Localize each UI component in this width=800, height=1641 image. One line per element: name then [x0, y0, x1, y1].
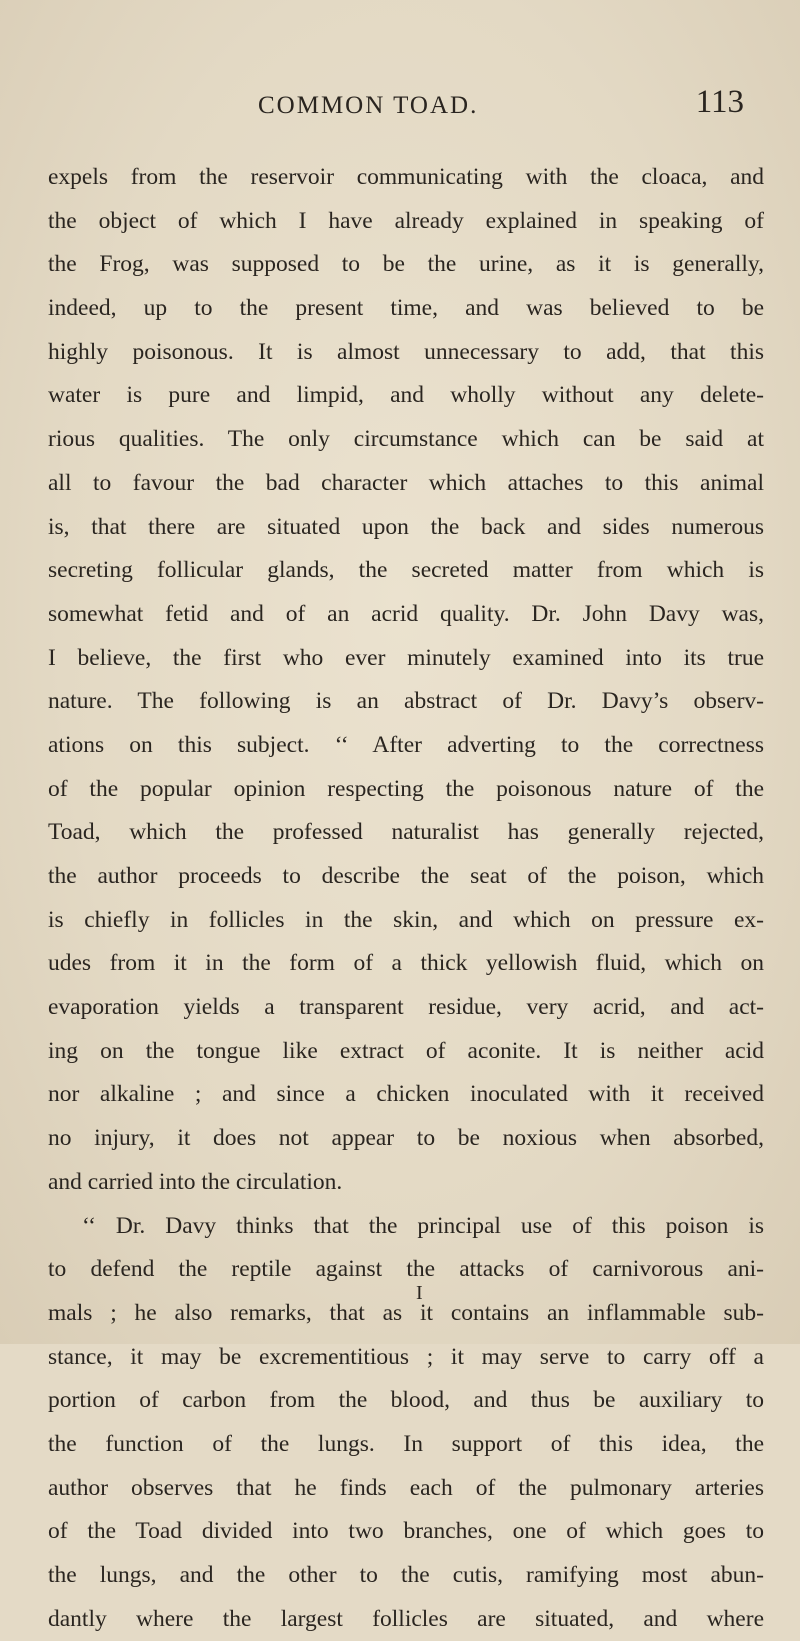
- text-line: nature. The following is an abstract of Dr. Davy’s observ-: [48, 688, 764, 715]
- text-line: is, that there are situated upon the back and sides numerous: [48, 513, 764, 540]
- text-line: highly poisonous. It is almost unnecessary to add, that this: [48, 338, 764, 365]
- text-line: mals ; he also remarks, that as it contains an inflammable sub-: [48, 1299, 764, 1326]
- text-line: I believe, the first who ever minutely examined into its true: [48, 644, 764, 671]
- body-text: [48, 156, 764, 1641]
- text-line: of the Toad divided into two branches, one of which goes to: [48, 1518, 764, 1545]
- text-line: nor alkaline ; and since a chicken inoculated with it received: [48, 1081, 764, 1108]
- paragraph-end-line: and carried into the circulation.: [48, 1168, 343, 1195]
- text-line: author observes that he finds each of the pulmonary arteries: [48, 1474, 764, 1501]
- text-line: secreting follicular glands, the secreted matter from which is: [48, 557, 764, 584]
- text-line: the function of the lungs. In support of this idea, the: [48, 1430, 764, 1457]
- text-line: ations on this subject. ‘‘ After adverting to the correctness: [48, 731, 764, 758]
- signature-mark: I: [416, 1282, 423, 1304]
- text-line: the Frog, was supposed to be the urine, as it is generally,: [48, 251, 764, 278]
- text-line: to defend the reptile against the attacks of carnivorous ani-: [48, 1256, 764, 1283]
- text-line: rious qualities. The only circumstance which can be said at: [48, 426, 764, 453]
- text-line: of the popular opinion respecting the poisonous nature of the: [48, 775, 764, 802]
- text-line: water is pure and limpid, and wholly without any delete-: [48, 382, 764, 409]
- paragraph-start-line: ‘‘ Dr. Davy thinks that the principal use of this poison is: [82, 1212, 764, 1239]
- text-line: indeed, up to the present time, and was believed to be: [48, 295, 764, 322]
- text-line: expels from the reservoir communicating with the cloaca, and: [48, 164, 764, 190]
- text-line: the object of which I have already explained in speaking of: [48, 207, 764, 234]
- text-line: the author proceeds to describe the seat of the poison, which: [48, 863, 764, 889]
- text-line: ing on the tongue like extract of aconite. It is neither acid: [48, 1037, 764, 1064]
- text-line: stance, it may be excrementitious ; it may serve to carry off a: [48, 1343, 764, 1370]
- text-line: is chiefly in follicles in the skin, and which on pressure ex-: [48, 906, 764, 933]
- text-line: Toad, which the professed naturalist has generally rejected,: [48, 819, 764, 846]
- running-title: COMMON TOAD.: [258, 92, 479, 119]
- page-number: 113: [695, 84, 744, 120]
- text-line: all to favour the bad character which attaches to this animal: [48, 469, 764, 496]
- text-line: udes from it in the form of a thick yellowish fluid, which on: [48, 950, 764, 977]
- text-line: somewhat fetid and of an acrid quality. Dr. John Davy was,: [48, 600, 764, 627]
- text-line: portion of carbon from the blood, and thus be auxiliary to: [48, 1387, 764, 1414]
- text-line: evaporation yields a transparent residue, very acrid, and act-: [48, 994, 764, 1021]
- text-line: the lungs, and the other to the cutis, ramifying most abun-: [48, 1562, 764, 1588]
- text-line: dantly where the largest follicles are situated, and where: [48, 1605, 764, 1632]
- text-line: no injury, it does not appear to be noxious when absorbed,: [48, 1125, 764, 1152]
- running-head: [0, 84, 800, 124]
